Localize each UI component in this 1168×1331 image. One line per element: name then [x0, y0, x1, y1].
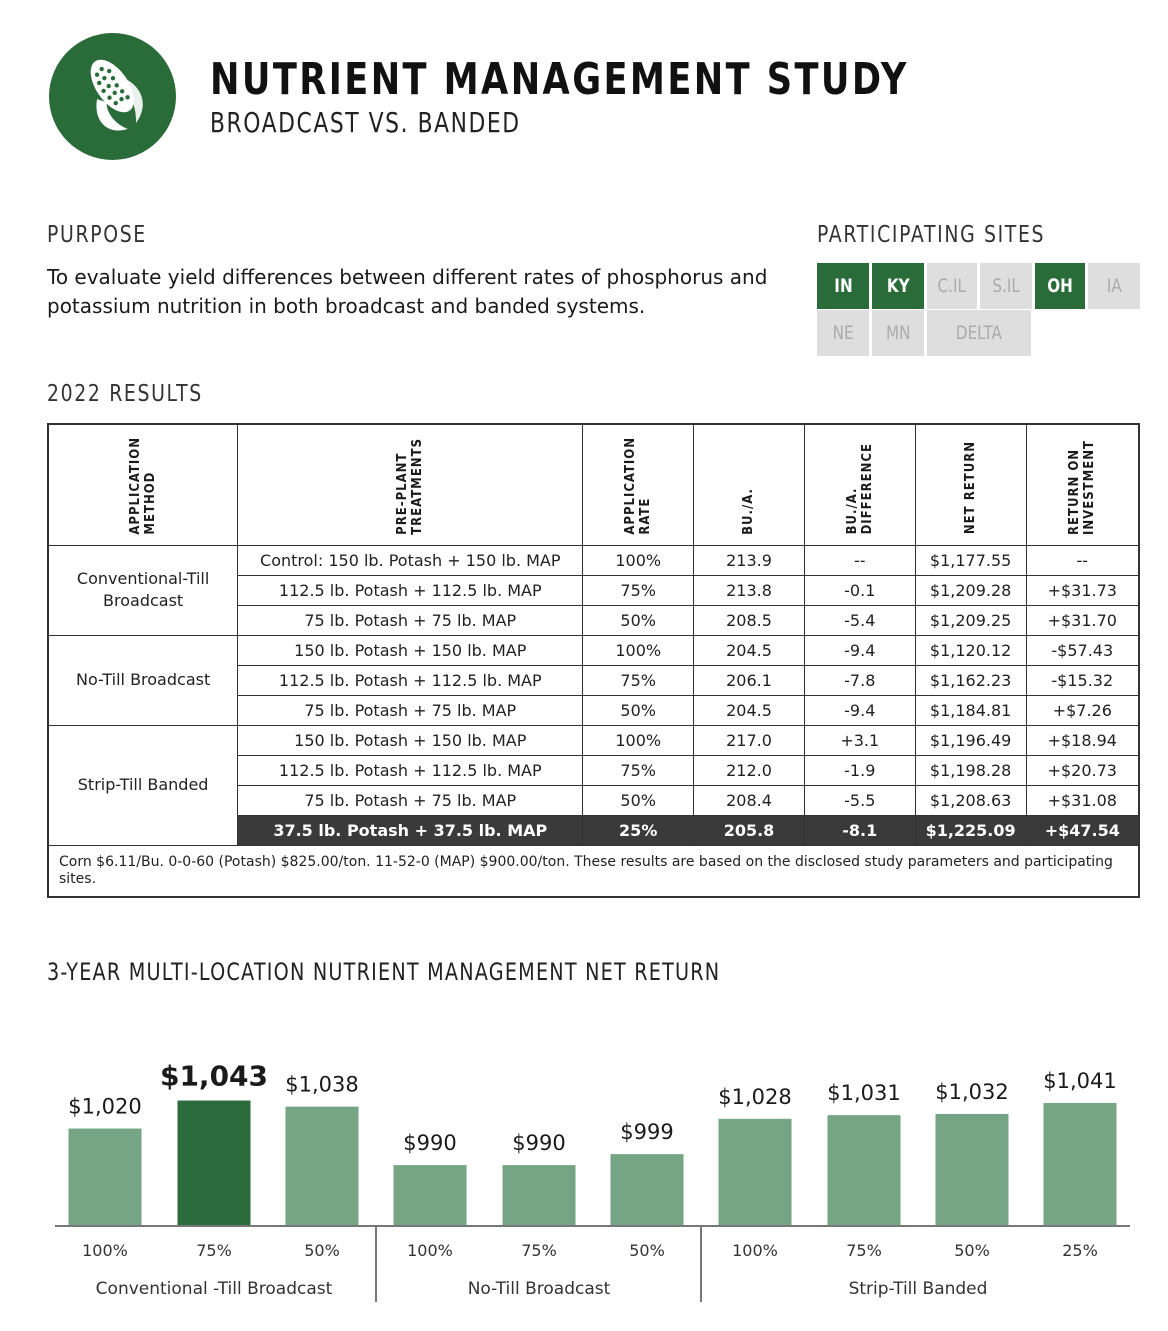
- net-return-cell: $1,209.25: [915, 605, 1026, 635]
- difference-cell: -5.4: [804, 605, 915, 635]
- chart-title: 3-YEAR MULTI-LOCATION NUTRIENT MANAGEMENT NET RETURN: [47, 958, 721, 986]
- site-badge-mn: MN: [872, 310, 924, 356]
- category-label: 100%: [732, 1241, 778, 1260]
- yield-cell: 208.4: [694, 785, 805, 815]
- category-label: 25%: [1062, 1241, 1098, 1260]
- category-label: 50%: [629, 1241, 665, 1260]
- treatment-cell: 75 lb. Potash + 75 lb. MAP: [238, 605, 583, 635]
- roi-cell: +$18.94: [1026, 725, 1139, 755]
- group-label: Strip-Till Banded: [848, 1279, 988, 1299]
- net-return-cell: $1,198.28: [915, 755, 1026, 785]
- data-label: $990: [512, 1131, 566, 1156]
- bar: [936, 1114, 1009, 1226]
- yield-cell: 205.8: [694, 815, 805, 845]
- yield-cell: 204.5: [694, 635, 805, 665]
- logo: [49, 33, 176, 160]
- purpose-text: To evaluate yield differences between different rates of phosphorus and potassium nutrition in both broadcast and banded systems.: [47, 265, 768, 318]
- header-application-method: APPLICATION METHOD: [48, 424, 238, 545]
- site-badge-s-il: S.IL: [980, 263, 1032, 309]
- header-return-on-investment: RETURN ON INVESTMENT: [1026, 424, 1139, 545]
- difference-cell: -9.4: [804, 635, 915, 665]
- rate-cell: 75%: [583, 665, 694, 695]
- roi-cell: +$31.73: [1026, 575, 1139, 605]
- difference-cell: -5.5: [804, 785, 915, 815]
- difference-cell: -8.1: [804, 815, 915, 845]
- purpose-label: PURPOSE: [47, 222, 147, 248]
- treatment-cell: 112.5 lb. Potash + 112.5 lb. MAP: [238, 575, 583, 605]
- treatment-cell: 75 lb. Potash + 75 lb. MAP: [238, 785, 583, 815]
- data-label: $1,038: [285, 1072, 359, 1097]
- group-label: No-Till Broadcast: [467, 1279, 611, 1299]
- group-label: Conventional -Till Broadcast: [95, 1279, 333, 1299]
- header-net-return: NET RETURN: [915, 424, 1026, 545]
- net-return-cell: $1,184.81: [915, 695, 1026, 725]
- site-badge-c-il: C.IL: [927, 263, 977, 309]
- page-title: NUTRIENT MANAGEMENT STUDY: [210, 54, 909, 105]
- bar: [503, 1165, 576, 1226]
- data-label: $1,028: [718, 1084, 792, 1109]
- site-badge-delta: DELTA: [927, 310, 1031, 356]
- rate-cell: 100%: [583, 545, 694, 575]
- difference-cell: --: [804, 545, 915, 575]
- rate-cell: 50%: [583, 785, 694, 815]
- method-cell: No-Till Broadcast: [48, 635, 238, 725]
- yield-cell: 213.9: [694, 545, 805, 575]
- rate-cell: 100%: [583, 725, 694, 755]
- roi-cell: +$20.73: [1026, 755, 1139, 785]
- yield-cell: 208.5: [694, 605, 805, 635]
- data-label: $1,032: [935, 1079, 1009, 1104]
- bar: [178, 1101, 251, 1226]
- category-label: 75%: [196, 1241, 232, 1260]
- net-return-cell: $1,177.55: [915, 545, 1026, 575]
- rate-cell: 50%: [583, 695, 694, 725]
- yield-cell: 213.8: [694, 575, 805, 605]
- results-label: 2022 RESULTS: [47, 381, 203, 407]
- rate-cell: 100%: [583, 635, 694, 665]
- data-label: $1,043: [159, 1059, 269, 1093]
- net-return-bar-chart: [0, 1030, 1168, 1320]
- treatment-cell: 37.5 lb. Potash + 37.5 lb. MAP: [238, 815, 583, 845]
- roi-cell: --: [1026, 545, 1139, 575]
- site-badge-in: IN: [817, 263, 869, 309]
- difference-cell: -0.1: [804, 575, 915, 605]
- difference-cell: +3.1: [804, 725, 915, 755]
- net-return-cell: $1,162.23: [915, 665, 1026, 695]
- roi-cell: -$57.43: [1026, 635, 1139, 665]
- bar: [1044, 1103, 1117, 1226]
- bar: [394, 1165, 467, 1226]
- data-label: $999: [620, 1120, 674, 1145]
- table-note: Corn $6.11/Bu. 0-0-60 (Potash) $825.00/ton. 11-52-0 (MAP) $900.00/ton. These results are based on the disclosed study parameters and participating sites.: [48, 845, 1139, 897]
- data-label: $1,041: [1043, 1068, 1117, 1093]
- rate-cell: 50%: [583, 605, 694, 635]
- treatment-cell: Control: 150 lb. Potash + 150 lb. MAP: [238, 545, 583, 575]
- category-label: 75%: [521, 1241, 557, 1260]
- roi-cell: -$15.32: [1026, 665, 1139, 695]
- category-label: 75%: [846, 1241, 882, 1260]
- rate-cell: 75%: [583, 755, 694, 785]
- data-label: $990: [403, 1131, 457, 1156]
- roi-cell: +$31.08: [1026, 785, 1139, 815]
- category-label: 100%: [407, 1241, 453, 1260]
- roi-cell: +$31.70: [1026, 605, 1139, 635]
- data-label: $1,031: [827, 1081, 901, 1106]
- page-subtitle: BROADCAST VS. BANDED: [210, 106, 521, 139]
- treatment-cell: 150 lb. Potash + 150 lb. MAP: [238, 725, 583, 755]
- net-return-cell: $1,208.63: [915, 785, 1026, 815]
- method-cell: Conventional-Till Broadcast: [48, 545, 238, 635]
- net-return-cell: $1,196.49: [915, 725, 1026, 755]
- category-label: 50%: [304, 1241, 340, 1260]
- table-row: [48, 545, 1139, 575]
- table-note-row: [48, 845, 1139, 897]
- yield-cell: 217.0: [694, 725, 805, 755]
- treatment-cell: 112.5 lb. Potash + 112.5 lb. MAP: [238, 755, 583, 785]
- net-return-cell: $1,225.09: [915, 815, 1026, 845]
- treatment-cell: 112.5 lb. Potash + 112.5 lb. MAP: [238, 665, 583, 695]
- corn-icon: [49, 33, 176, 160]
- results-table: [47, 423, 1140, 898]
- net-return-cell: $1,209.28: [915, 575, 1026, 605]
- difference-cell: -9.4: [804, 695, 915, 725]
- method-cell: Strip-Till Banded: [48, 725, 238, 845]
- bar: [719, 1119, 792, 1226]
- difference-cell: -1.9: [804, 755, 915, 785]
- bar: [611, 1154, 684, 1226]
- treatment-cell: 150 lb. Potash + 150 lb. MAP: [238, 635, 583, 665]
- treatment-cell: 75 lb. Potash + 75 lb. MAP: [238, 695, 583, 725]
- table-header-row: [48, 424, 1139, 545]
- site-badge-ne: NE: [817, 310, 869, 356]
- table-row: [48, 635, 1139, 665]
- site-badge-oh: OH: [1035, 263, 1085, 309]
- yield-cell: 212.0: [694, 755, 805, 785]
- rate-cell: 25%: [583, 815, 694, 845]
- category-label: 100%: [82, 1241, 128, 1260]
- header-bu-a: BU./A.: [694, 424, 805, 545]
- roi-cell: +$47.54: [1026, 815, 1139, 845]
- yield-cell: 204.5: [694, 695, 805, 725]
- category-label: 50%: [954, 1241, 990, 1260]
- net-return-cell: $1,120.12: [915, 635, 1026, 665]
- yield-cell: 206.1: [694, 665, 805, 695]
- bar: [69, 1129, 142, 1226]
- sites-label: PARTICIPATING SITES: [817, 222, 1046, 248]
- header-pre-plant-treatments: PRE-PLANT TREATMENTS: [238, 424, 583, 545]
- header-bu-a-difference: BU./A. DIFFERENCE: [804, 424, 915, 545]
- difference-cell: -7.8: [804, 665, 915, 695]
- table-row: [48, 725, 1139, 755]
- site-badge-ky: KY: [872, 263, 924, 309]
- rate-cell: 75%: [583, 575, 694, 605]
- bar: [286, 1107, 359, 1226]
- header-application-rate: APPLICATION RATE: [583, 424, 694, 545]
- roi-cell: +$7.26: [1026, 695, 1139, 725]
- bar: [828, 1115, 901, 1226]
- site-badge-ia: IA: [1088, 263, 1140, 309]
- data-label: $1,020: [68, 1094, 142, 1119]
